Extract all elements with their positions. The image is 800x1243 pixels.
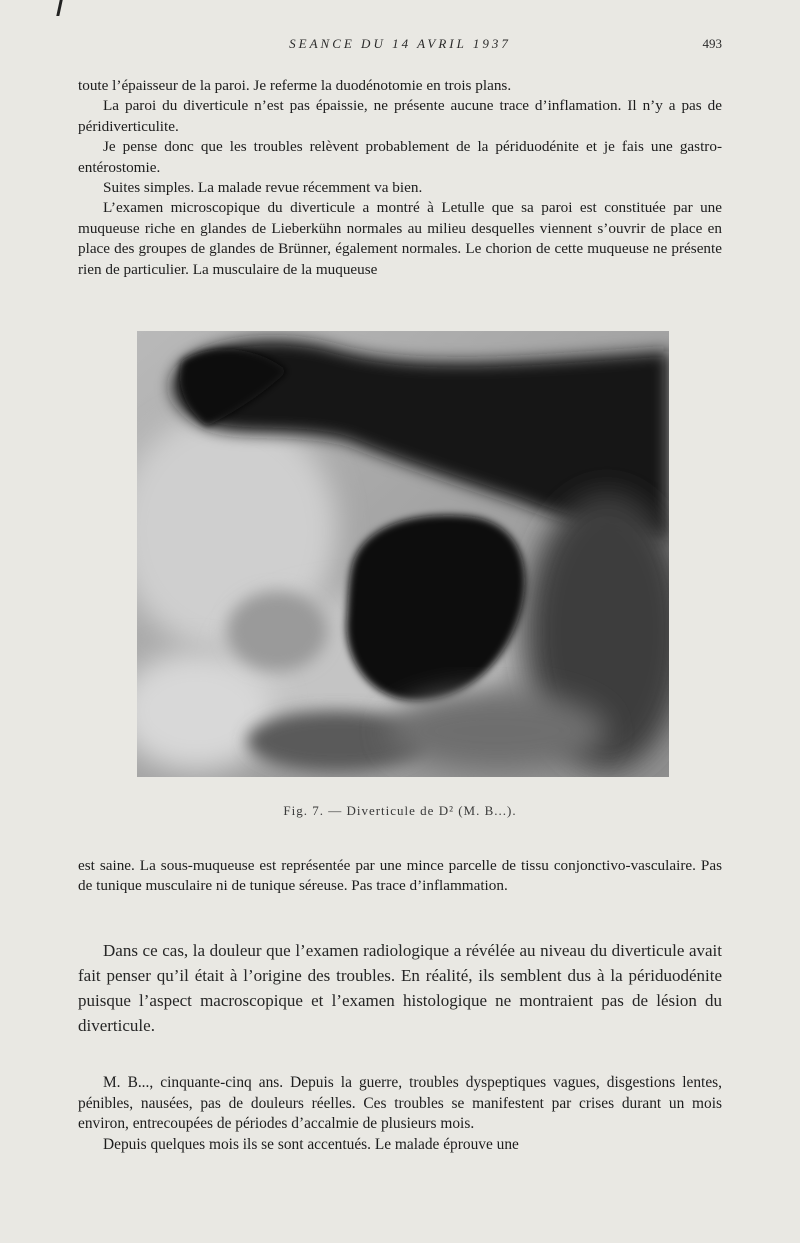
- figure-caption: Fig. 7. — Diverticule de D² (M. B...).: [283, 803, 517, 818]
- paragraph: toute l’épaisseur de la paroi. Je referme la duodénotomie en trois plans.: [78, 77, 512, 94]
- body-text-top: [78, 76, 722, 280]
- paragraph: Depuis quelques mois ils se sont accentués. Le malade éprouve une: [103, 1135, 519, 1153]
- paragraph: est saine. La sous-muqueuse est représentée par une mince parcelle de tissu conjonctivo-vasculaire. Pas de tunique musculaire ni de tunique séreuse. Pas trace d’inflammation.: [78, 857, 722, 895]
- paragraph: L’examen microscopique du diverticule a montré à Letulle que sa paroi est constituée par une muqueuse riche en glandes de Lieberkühn normales au milieu desquelles viennent s’ouvrir de place en place des groupes de glandes de Brünner, également normales. Le chorion de cette muqueuse ne présente rien de particulier. La musculaire de la muqueuse: [78, 199, 722, 278]
- margin-mark: [56, 0, 62, 16]
- body-text-mid: [78, 856, 722, 897]
- paragraph: Suites simples. La malade revue récemment va bien.: [103, 179, 423, 197]
- paragraph: M. B..., cinquante-cinq ans. Depuis la guerre, troubles dyspeptiques vagues, disgestions lentes, pénibles, nausées, pas de douleurs réelles. Ces troubles se manifestent par crises durant un mois environ, entrecoupées de périodes d’accalmie de plusieurs mois.: [78, 1074, 722, 1133]
- body-text-lower: [78, 938, 722, 1038]
- body-text-bottom: [78, 1073, 722, 1155]
- radiograph-figure: [137, 331, 669, 777]
- radiograph-image: [137, 331, 669, 777]
- page-number: 493: [702, 36, 722, 51]
- paragraph: Je pense donc que les troubles relèvent probablement de la périduodénite et je fais une gastro-entérostomie.: [78, 138, 722, 176]
- running-title: SEANCE DU 14 AVRIL 1937: [289, 36, 511, 51]
- page-header: [78, 36, 722, 56]
- paragraph: La paroi du diverticule n’est pas épaissie, ne présente aucune trace d’inflamation. Il n’y a pas de péridiverticulite.: [78, 97, 722, 135]
- paragraph: Dans ce cas, la douleur que l’examen radiologique a révélée au niveau du diverticule avait fait penser qu’il était à l’origine des troubles. En réalité, ils semblent dus à la périduodénite puisque l’aspect macroscopique et l’examen histologique ne montraient pas de lésion du diverticule.: [78, 941, 722, 1035]
